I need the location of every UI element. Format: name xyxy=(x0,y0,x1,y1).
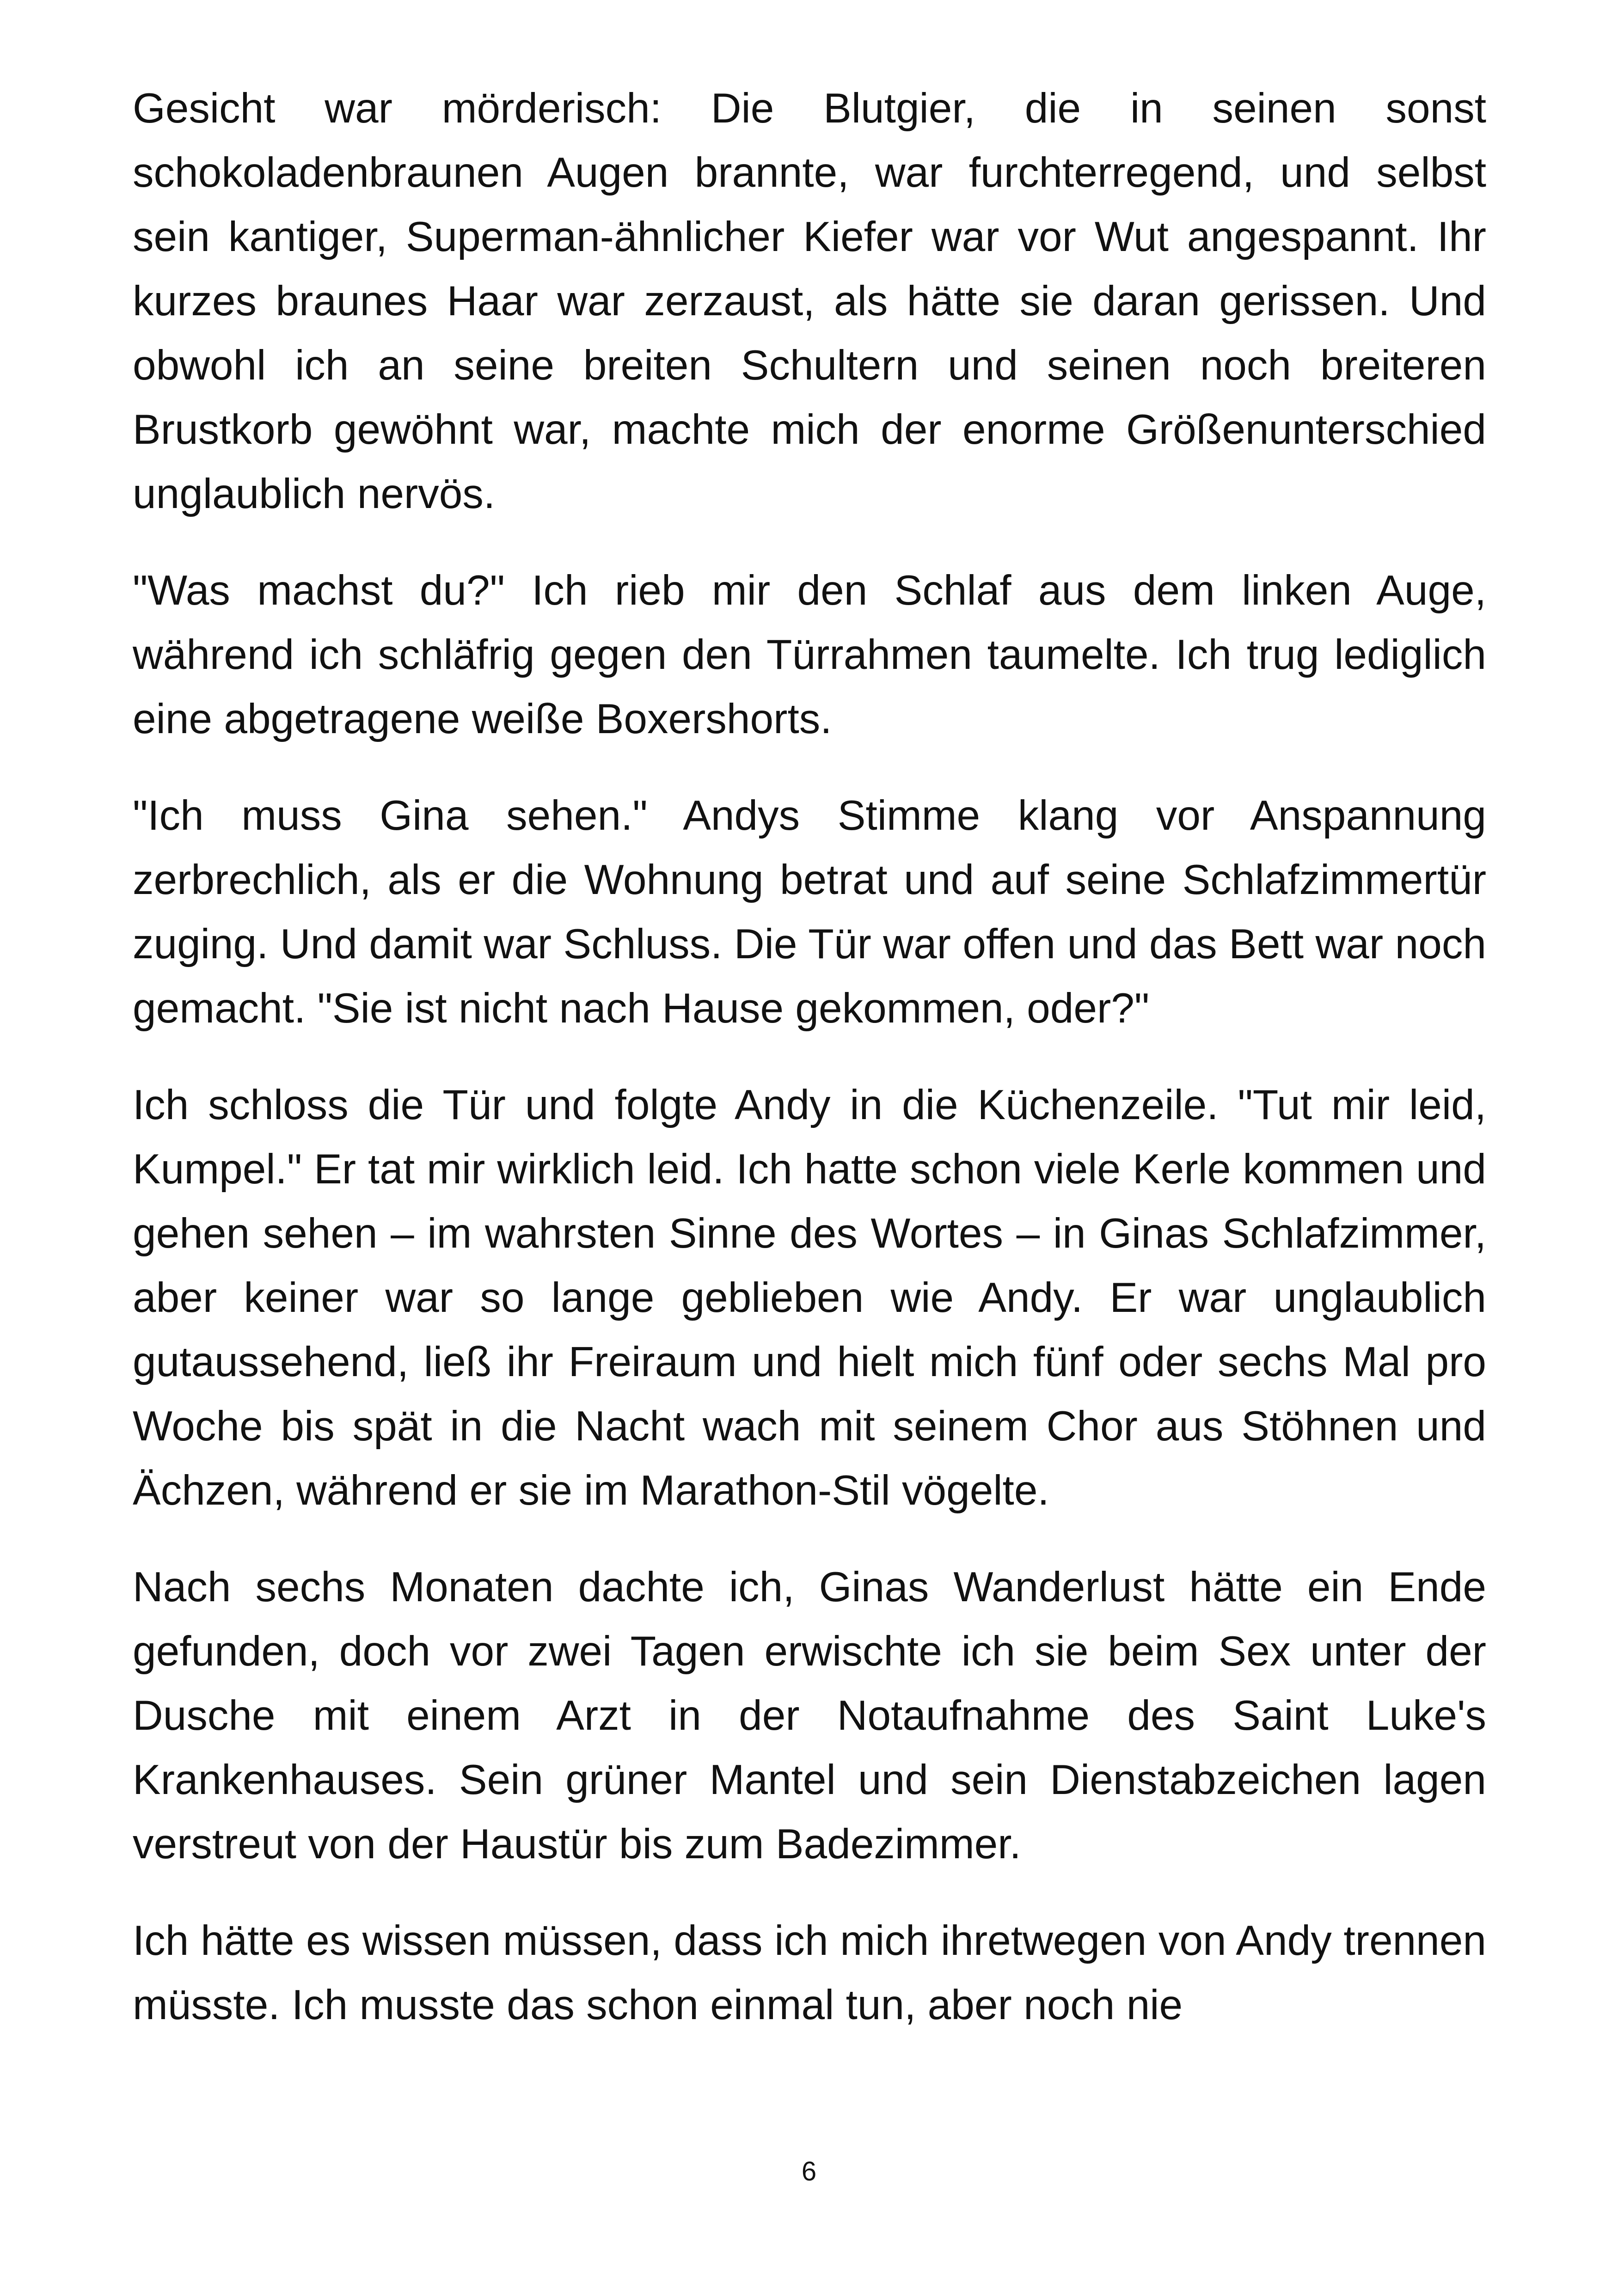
paragraph-3: "Ich muss Gina sehen." Andys Stimme klang vor Anspannung zerbrechlich, als er die Wohnung betrat und auf seine Schlafzimmertür zuging. Und damit war Schluss. Die Tür war offen und das Bett war noch gemacht. "Sie ist nicht nach Hause gekommen, oder?" xyxy=(133,792,1486,1032)
paragraph-6: Ich hätte es wissen müssen, dass ich mich ihretwegen von Andy trennen müsste. Ich musste das schon einmal tun, aber noch nie xyxy=(133,1917,1486,2028)
paragraph-2: "Was machst du?" Ich rieb mir den Schlaf aus dem linken Auge, während ich schläfrig gegen den Türrahmen taumelte. Ich trug lediglich eine abgetragene weiße Boxershorts. xyxy=(133,567,1486,742)
page-number: 6 xyxy=(801,2156,817,2186)
paragraph-1: Gesicht war mörderisch: Die Blutgier, die in seinen sonst schokoladenbraunen Augen brannte, war furchterregend, und selbst sein kantiger, Superman-ähnlicher Kiefer war vor Wut angespannt. Ihr kurzes braunes Haar war zerzaust, als hätte sie daran gerissen. Und obwohl ich an seine breiten Schultern und seinen noch breiteren Brustkorb gewöhnt war, machte mich der enorme Größenunterschied unglaublich nervös. xyxy=(133,85,1486,517)
paragraph-4: Ich schloss die Tür und folgte Andy in die Küchenzeile. "Tut mir leid, Kumpel." Er tat mir wirklich leid. Ich hatte schon viele Kerle kommen und gehen sehen – im wahrsten Sinne des Wortes – in Ginas Schlafzimmer, aber keiner war so lange geblieben wie Andy. Er war unglaublich gutaussehend, ließ ihr Freiraum und hielt mich fünf oder sechs Mal pro Woche bis spät in die Nacht wach mit seinem Chor aus Stöhnen und Ächzen, während er sie im Marathon-Stil vögelte. xyxy=(133,1082,1486,1514)
body-text xyxy=(133,76,1486,2069)
paragraph-5: Nach sechs Monaten dachte ich, Ginas Wanderlust hätte ein Ende gefunden, doch vor zwei Tagen erwischte ich sie beim Sex unter der Dusche mit einem Arzt in der Notaufnahme des Saint Luke's Krankenhauses. Sein grüner Mantel und sein Dienstabzeichen lagen verstreut von der Haustür bis zum Badezimmer. xyxy=(133,1564,1486,1867)
